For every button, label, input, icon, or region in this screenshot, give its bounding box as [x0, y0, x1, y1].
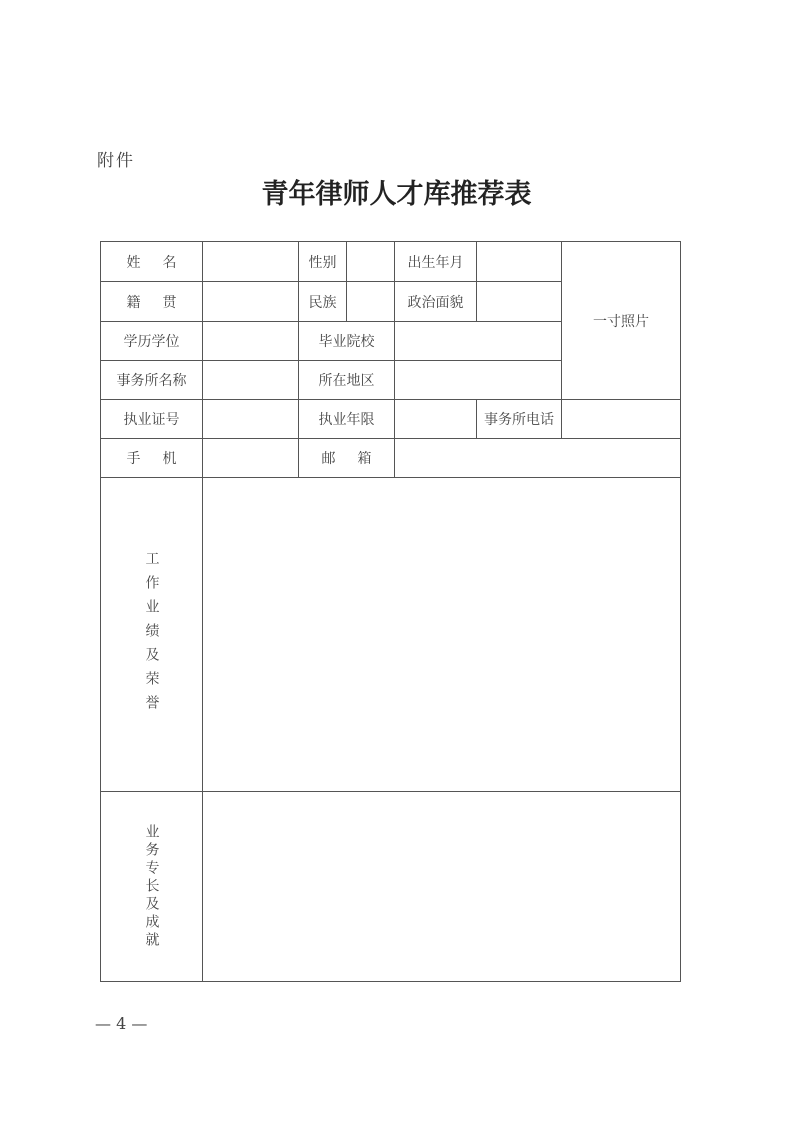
- page-number: — 4 —: [95, 1014, 148, 1033]
- firm-name-label: 事务所名称: [101, 361, 203, 400]
- firm-phone-field[interactable]: [562, 400, 681, 439]
- firm-name-field[interactable]: [203, 361, 299, 400]
- location-field[interactable]: [395, 361, 562, 400]
- expertise-label: 业务专长及成就: [101, 792, 203, 982]
- graduate-school-label: 毕业院校: [299, 322, 395, 361]
- license-no-label: 执业证号: [101, 400, 203, 439]
- photo-cell[interactable]: 一寸照片: [562, 242, 681, 400]
- page-title: 青年律师人才库推荐表: [261, 179, 532, 210]
- location-label: 所在地区: [299, 361, 395, 400]
- license-no-field[interactable]: [203, 400, 299, 439]
- attachment-label: 附件: [97, 151, 135, 171]
- ethnicity-field[interactable]: [347, 282, 395, 322]
- expertise-field[interactable]: [203, 792, 681, 982]
- practice-years-field[interactable]: [395, 400, 477, 439]
- education-label: 学历学位: [101, 322, 203, 361]
- firm-phone-label: 事务所电话: [477, 400, 562, 439]
- recommendation-form: [100, 241, 681, 982]
- name-label: 姓名: [101, 242, 203, 282]
- birth-label: 出生年月: [395, 242, 477, 282]
- email-field[interactable]: [395, 439, 681, 478]
- mobile-label: 手机: [101, 439, 203, 478]
- native-place-field[interactable]: [203, 282, 299, 322]
- email-label: 邮箱: [299, 439, 395, 478]
- graduate-school-field[interactable]: [395, 322, 562, 361]
- gender-field[interactable]: [347, 242, 395, 282]
- political-status-field[interactable]: [477, 282, 562, 322]
- ethnicity-label: 民族: [299, 282, 347, 322]
- mobile-field[interactable]: [203, 439, 299, 478]
- practice-years-label: 执业年限: [299, 400, 395, 439]
- achievements-label: 工作业绩及荣誉: [101, 478, 203, 792]
- achievements-field[interactable]: [203, 478, 681, 792]
- name-field[interactable]: [203, 242, 299, 282]
- birth-field[interactable]: [477, 242, 562, 282]
- native-place-label: 籍贯: [101, 282, 203, 322]
- political-status-label: 政治面貌: [395, 282, 477, 322]
- education-field[interactable]: [203, 322, 299, 361]
- gender-label: 性别: [299, 242, 347, 282]
